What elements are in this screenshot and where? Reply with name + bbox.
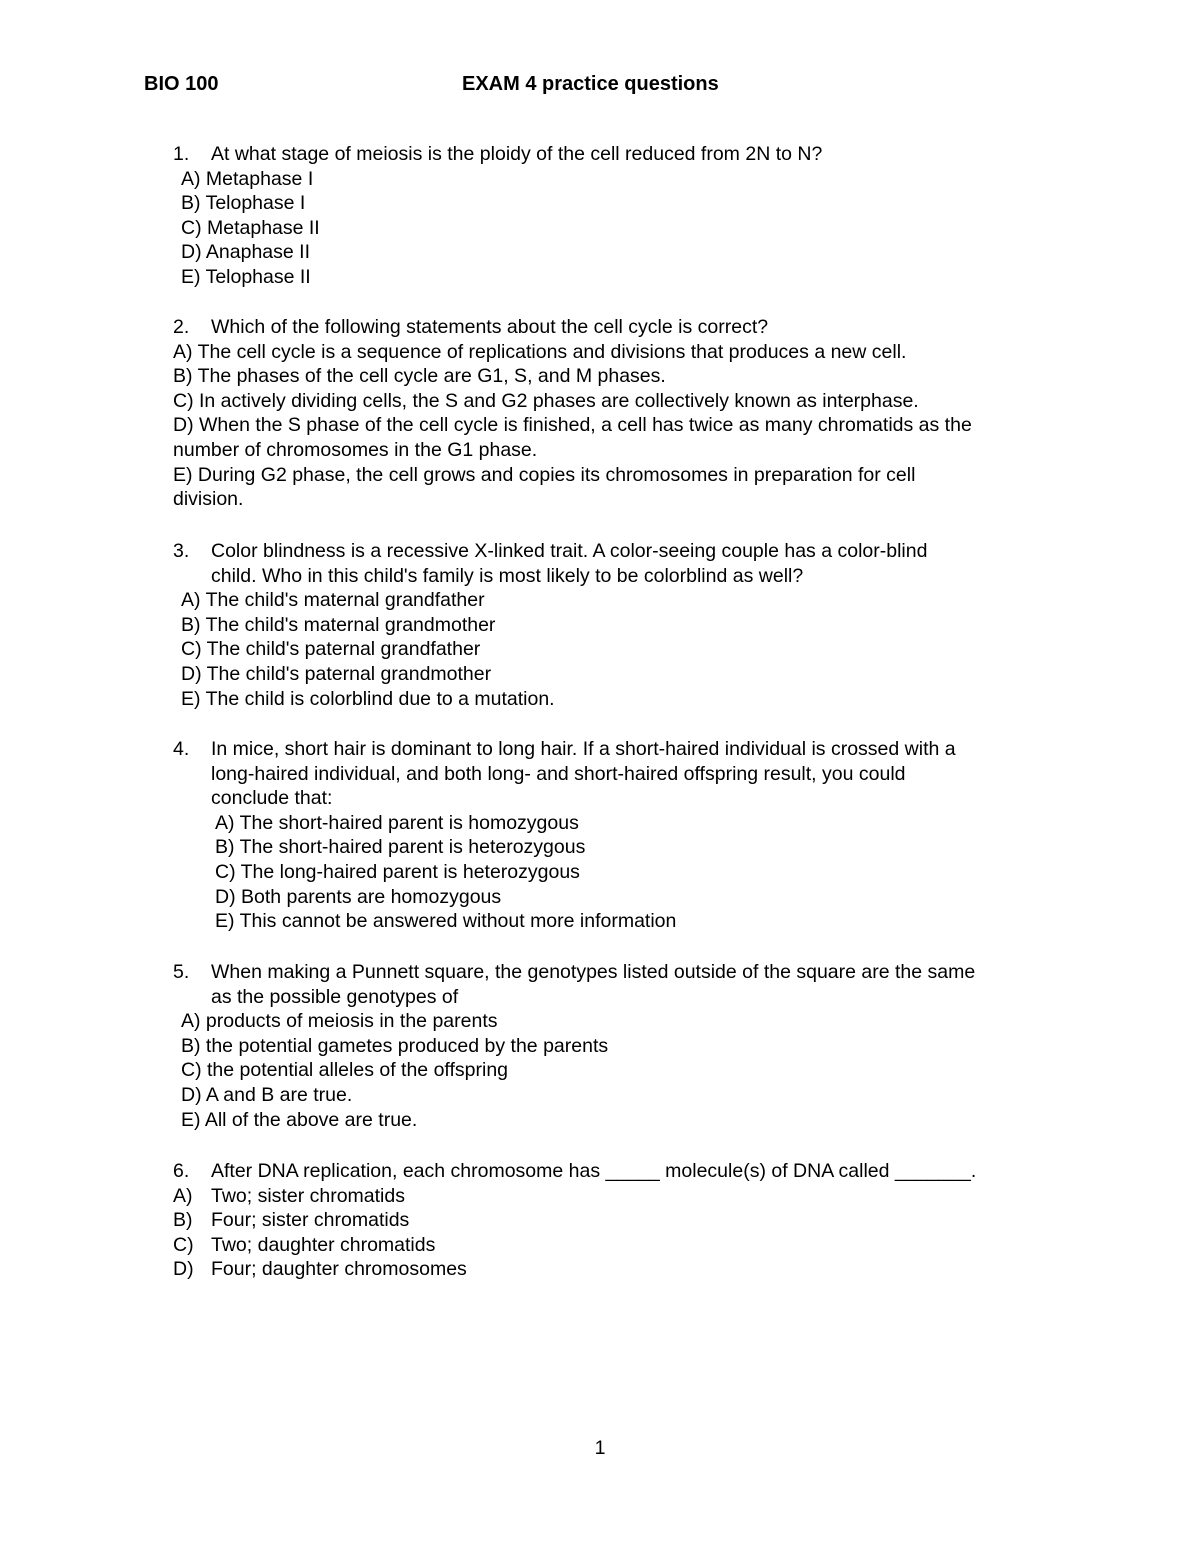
question-number: 2. bbox=[173, 316, 190, 338]
question-stem: 4. In mice, short hair is dominant to long hair. If a short-haired individual is crossed with a long-haired individual, and both long- and short-haired offspring result, you could conclude that: bbox=[173, 738, 956, 810]
question-6 bbox=[173, 1159, 1073, 1282]
answer-option: A) The cell cycle is a sequence of replications and divisions that produces a new cell. bbox=[173, 340, 907, 363]
answer-option: E) The child is colorblind due to a mutation. bbox=[181, 687, 555, 710]
answer-option: C) The long-haired parent is heterozygous bbox=[215, 860, 580, 883]
question-stem: 6. After DNA replication, each chromosome has _____ molecule(s) of DNA called _______. bbox=[173, 1160, 977, 1182]
answer-option: B) The phases of the cell cycle are G1, S, and M phases. bbox=[173, 365, 666, 388]
question-3 bbox=[173, 539, 1073, 711]
answer-option: B) Telophase I bbox=[181, 192, 306, 215]
answer-option: C) Metaphase II bbox=[181, 216, 320, 239]
answer-option-continued: number of chromosomes in the G1 phase. bbox=[173, 438, 538, 461]
question-number: 1. bbox=[173, 143, 190, 165]
answer-option: B) the potential gametes produced by the parents bbox=[181, 1034, 609, 1057]
question-number: 3. bbox=[173, 540, 190, 562]
answer-option: E) All of the above are true. bbox=[181, 1108, 418, 1131]
answer-option: B) The child's maternal grandmother bbox=[181, 613, 496, 636]
question-stem: 2. Which of the following statements about the cell cycle is correct? bbox=[173, 316, 769, 338]
answer-option: A) Metaphase I bbox=[181, 167, 314, 190]
answer-option: D) The child's paternal grandmother bbox=[181, 662, 492, 685]
course-code: BIO 100 bbox=[144, 73, 219, 95]
answer-option: E) During G2 phase, the cell grows and copies its chromosomes in preparation for cell bbox=[173, 463, 916, 486]
question-2 bbox=[173, 315, 1073, 512]
answer-option: C) The child's paternal grandfather bbox=[181, 638, 481, 661]
answer-option: D) Anaphase II bbox=[181, 241, 310, 264]
question-1 bbox=[173, 142, 1073, 290]
answer-option: A) products of meiosis in the parents bbox=[181, 1010, 498, 1033]
answer-option: D) A and B are true. bbox=[181, 1083, 353, 1106]
answer-option: A) The child's maternal grandfather bbox=[181, 589, 485, 612]
question-stem: 5. When making a Punnett square, the genotypes listed outside of the square are the same as the possible genotypes of bbox=[173, 961, 976, 1008]
question-number: 5. bbox=[173, 961, 190, 983]
question-stem: 1. At what stage of meiosis is the ploidy of the cell reduced from 2N to N? bbox=[173, 143, 823, 165]
answer-option: C) the potential alleles of the offspring bbox=[181, 1059, 509, 1082]
answer-option: D) Four; daughter chromosomes bbox=[173, 1258, 467, 1281]
question-number: 6. bbox=[173, 1160, 190, 1182]
question-stem: 3. Color blindness is a recessive X-linked trait. A color-seeing couple has a color-blind child. Who in this child's family is most likely to be colorblind as well? bbox=[173, 540, 928, 587]
answer-option: C) Two; daughter chromatids bbox=[173, 1233, 436, 1256]
answer-option: E) This cannot be answered without more information bbox=[215, 910, 677, 933]
answer-option: B) The short-haired parent is heterozygous bbox=[215, 836, 586, 859]
answer-option: D) When the S phase of the cell cycle is finished, a cell has twice as many chromatids as the bbox=[173, 414, 972, 437]
answer-option: B) Four; sister chromatids bbox=[173, 1209, 410, 1232]
answer-option: C) In actively dividing cells, the S and G2 phases are collectively known as interphase. bbox=[173, 389, 919, 412]
page-number: 1 bbox=[594, 1437, 606, 1459]
question-number: 4. bbox=[173, 738, 190, 760]
exam-title: EXAM 4 practice questions bbox=[462, 73, 719, 95]
answer-option-continued: division. bbox=[173, 488, 244, 511]
question-4 bbox=[173, 737, 1073, 934]
answer-option: D) Both parents are homozygous bbox=[215, 885, 502, 908]
answer-option: A) Two; sister chromatids bbox=[173, 1184, 405, 1207]
question-5 bbox=[173, 960, 1073, 1132]
answer-option: E) Telophase II bbox=[181, 265, 311, 288]
answer-option: A) The short-haired parent is homozygous bbox=[215, 811, 579, 834]
